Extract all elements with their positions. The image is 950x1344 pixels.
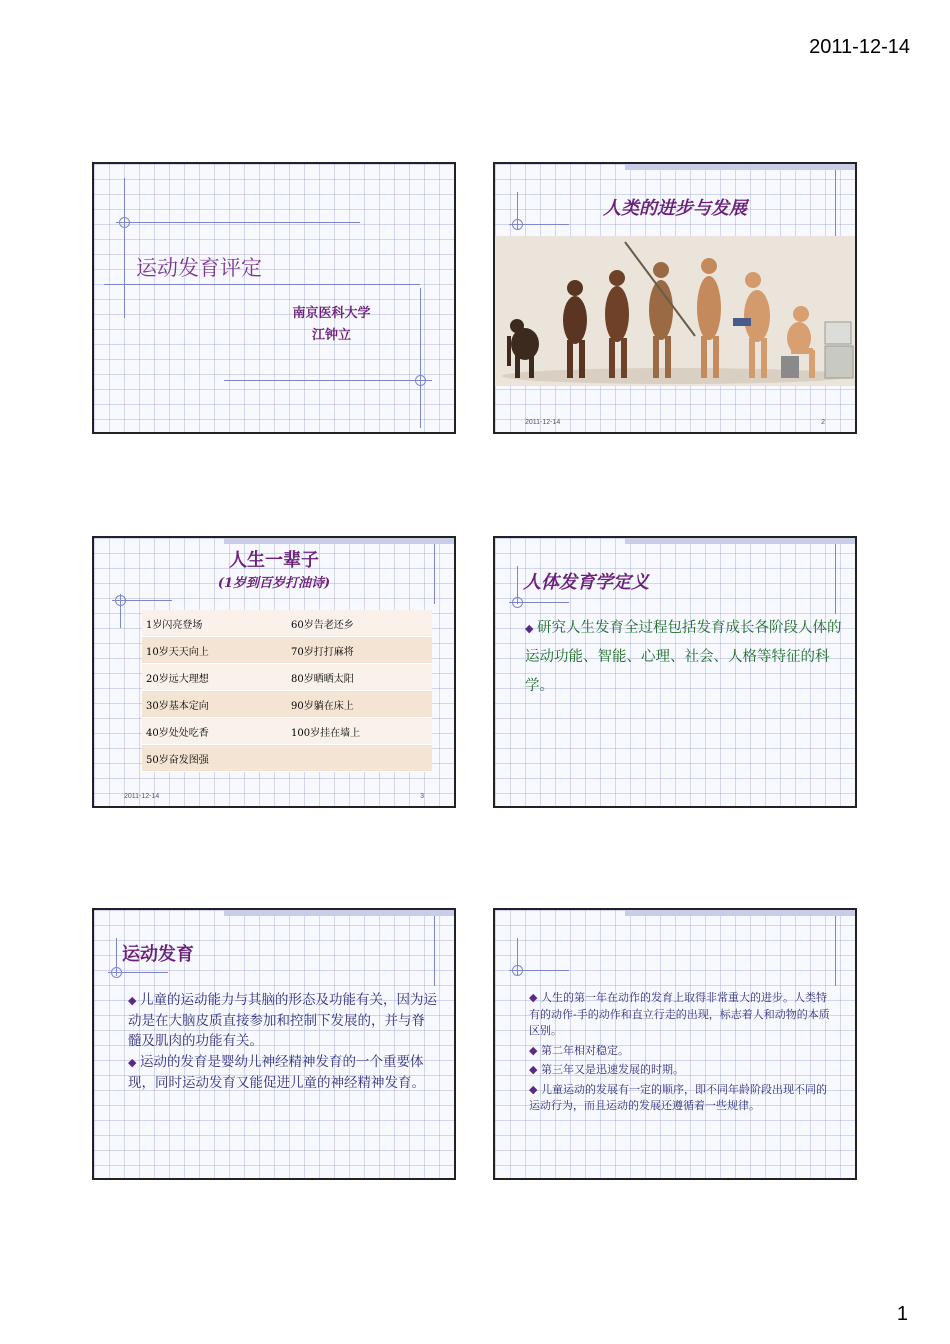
diamond-bullet-icon bbox=[529, 1043, 541, 1060]
decor-line bbox=[104, 284, 420, 285]
page-date: 2011-12-14 bbox=[809, 36, 910, 58]
decor-circle bbox=[119, 217, 130, 228]
diamond-bullet-icon bbox=[525, 614, 537, 643]
decor-circle bbox=[512, 219, 523, 230]
slide-topbar bbox=[224, 538, 454, 544]
slide-footer-number: 3 bbox=[420, 793, 424, 800]
slide-1 bbox=[92, 162, 456, 434]
evolution-illustration bbox=[495, 236, 857, 386]
slide-title: 运动发育评定 bbox=[136, 256, 262, 280]
table-row bbox=[142, 637, 432, 664]
page-number: 1 bbox=[896, 1303, 908, 1325]
table-cell: 80岁晒晒太阳 bbox=[287, 664, 432, 691]
slide-2 bbox=[493, 162, 857, 434]
table-row bbox=[142, 664, 432, 691]
diamond-bullet-icon bbox=[128, 1053, 140, 1073]
table-cell: 90岁躺在床上 bbox=[287, 691, 432, 718]
slide-footer-number: 2 bbox=[821, 419, 825, 426]
table-row bbox=[142, 691, 432, 718]
definition-text: 研究人生发育全过程包括发育成长各阶段人体的运动功能、智能、心理、社会、人格等特征的科学。 bbox=[525, 620, 842, 694]
list-item-text: 人生的第一年在动作的发育上取得非常重大的进步。人类特有的动作-手的动作和直立行走的出现，标志着人和动物的本质区别。 bbox=[529, 991, 830, 1037]
decor-circle bbox=[111, 967, 122, 978]
list-item bbox=[529, 1062, 835, 1079]
list-item-text: 第三年又是迅速发展的时期。 bbox=[541, 1063, 684, 1076]
slide-4 bbox=[493, 536, 857, 808]
decor-line bbox=[835, 544, 836, 614]
list-item-text: 儿童的运动能力与其脑的形态及功能有关，因为运动是在大脑皮质直接参加和控制下发展的，并与脊髓及肌肉的功能有关。 bbox=[128, 992, 437, 1049]
slide-topbar bbox=[625, 164, 855, 170]
list-item-text: 儿童运动的发展有一定的顺序，即不同年龄阶段出现不同的运动行为，而且运动的发展还遵循着一些规律。 bbox=[529, 1082, 827, 1112]
table-row bbox=[142, 610, 432, 637]
decor-line bbox=[434, 916, 435, 986]
table-cell: 1岁闪亮登场 bbox=[142, 610, 287, 637]
evolution-image bbox=[495, 236, 857, 386]
bullet-list bbox=[529, 990, 835, 1118]
table-cell: 20岁远大理想 bbox=[142, 664, 287, 691]
bullet-list bbox=[128, 990, 438, 1094]
list-item bbox=[529, 990, 835, 1040]
decor-circle bbox=[115, 595, 126, 606]
slide-title: 运动发育 bbox=[122, 944, 194, 965]
slide-6 bbox=[493, 908, 857, 1180]
table-row bbox=[142, 718, 432, 745]
institution-text: 南京医科大学 bbox=[292, 306, 371, 321]
list-item-text: 运动的发育是婴幼儿神经精神发育的一个重要体现，同时运动发育又能促进儿童的神经精神发育。 bbox=[128, 1054, 425, 1091]
slide-topbar bbox=[224, 910, 454, 916]
author-text: 江钟立 bbox=[311, 328, 351, 343]
table-row bbox=[142, 745, 432, 772]
list-item bbox=[128, 990, 438, 1051]
table-cell bbox=[287, 745, 432, 772]
diamond-bullet-icon bbox=[128, 991, 140, 1011]
decor-line bbox=[224, 380, 432, 381]
table-cell: 10岁天天向上 bbox=[142, 637, 287, 664]
table-cell: 50岁奋发图强 bbox=[142, 745, 287, 772]
slide-footer-date: 2011-12-14 bbox=[525, 419, 561, 426]
list-item bbox=[529, 1082, 835, 1115]
slide-title: 人体发育学定义 bbox=[523, 572, 649, 593]
slide-5 bbox=[92, 908, 456, 1180]
decor-circle bbox=[415, 375, 426, 386]
decor-line bbox=[124, 178, 125, 318]
table-cell: 70岁打打麻将 bbox=[287, 637, 432, 664]
slide-title: 人生一辈子 bbox=[229, 550, 319, 571]
table-cell: 30岁基本定向 bbox=[142, 691, 287, 718]
table-cell: 40岁处处吃香 bbox=[142, 718, 287, 745]
slide-title: 人类的进步与发展 bbox=[603, 198, 747, 219]
decor-line bbox=[835, 916, 836, 986]
decor-circle bbox=[512, 597, 523, 608]
definition-paragraph bbox=[525, 614, 845, 701]
diamond-bullet-icon bbox=[529, 990, 541, 1007]
diamond-bullet-icon bbox=[529, 1062, 541, 1079]
slide-subtitle: (1岁到百岁打油诗) bbox=[217, 576, 331, 591]
decor-line bbox=[116, 222, 360, 223]
slide-3 bbox=[92, 536, 456, 808]
list-item bbox=[529, 1043, 835, 1060]
list-item-text: 第二年相对稳定。 bbox=[541, 1043, 629, 1057]
decor-circle bbox=[512, 965, 523, 976]
diamond-bullet-icon bbox=[529, 1082, 541, 1099]
list-item bbox=[128, 1052, 438, 1093]
decor-line bbox=[420, 288, 421, 428]
slide-topbar bbox=[625, 538, 855, 544]
table-cell: 100岁挂在墙上 bbox=[287, 718, 432, 745]
slide-footer-date: 2011-12-14 bbox=[124, 793, 160, 800]
table-cell: 60岁告老还乡 bbox=[287, 610, 432, 637]
poem-table bbox=[142, 610, 432, 772]
slide-topbar bbox=[625, 910, 855, 916]
